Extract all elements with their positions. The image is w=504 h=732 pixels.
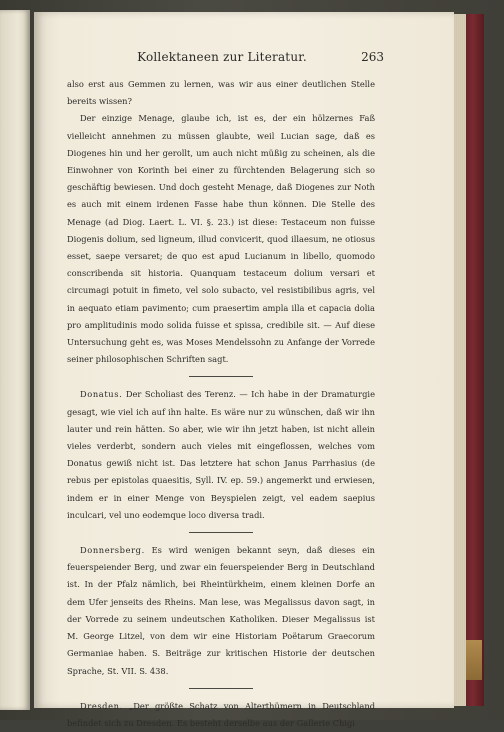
running-header [68, 50, 384, 70]
page-number: 263 [361, 50, 384, 64]
entry-donnersberg [67, 542, 375, 680]
section-divider [189, 688, 253, 689]
paragraph [67, 76, 375, 110]
entry-text: Es wird wenigen bekannt seyn, daß dieses ein feuerspeiender Berg, und zwar ein feuerspeiender Berg in Deutschland ist. In der Pfalz nämlich, bei Rheintürkheim, einem kleinen Dorfe an dem Ufer jenseits des Rheins. Man lese, was Megalissus davon sagt, in der Vorrede zu seinem undeutschen Katholiken. Dieser Megalissus ist M. George Litzel, von dem wir eine Historiam Poëtarum Graecorum Germaniae haben. S. Beiträge zur kritischen Historie der deutschen Sprache, St. VII. S. 438. [67, 545, 375, 676]
entry-text: Der Scholiast des Terenz. — Ich habe in der Dramaturgie gesagt, wie viel ich auf ihn halte. Es wäre nur zu wünschen, daß wir ihn lauter und rein hätten. So aber, wie wir ihn jetzt haben, ist nicht allein vieles verderbt, sondern auch vieles mit eingeflossen, welches vom Donatus gewiß nicht ist. Das letztere hat schon Janus Parrhasius (de rebus per epistolas quaesitis, Syll. IV. ep. 59.) angemerkt und erwiesen, indem er in einer Menge von Beyspielen zeigt, vel eadem saepius inculcari, vel uno eodemque loco diversa tradi. [67, 389, 375, 520]
entry-lemma: Dresden. [80, 700, 123, 711]
entry-lemma: Donnersberg. [80, 545, 145, 556]
paragraph-text: Der einzige Menage, glaube ich, ist es, der ein hölzernes Faß vielleicht annehmen zu müssen glaubte, weil Lucian sage, daß es Diogenes hin und her gerollt, um auch nicht müßig zu scheinen, als die Einwohner von Korinth bei einer zu fürchtenden Belagerung sich so geschäftig bewiesen. Und doch gesteht Menage, daß Diogenes zur Noth es auch mit einem irdenen Fasse habe thun können. Die Stelle des Menage (ad Diog. Laert. L. VI. §. 23.) ist diese: Testaceum non fuisse Diogenis dolium, sed ligneum, illud convicerit, quod illaesum, ne otiosus esset, saepe versaret; de quo est apud Lucianum in libello, quomodo conscribenda sit historia. Quanquam testaceum dolium versari et circumagi potuit in fimeto, vel solo subacto, vel resistibilibus agris, vel in aequato etiam pavimento; cum praesertim ampla illa et capacia dolia pro amplitudinis modo solida fuisse et spissa, credibile sit. — Auf diese Untersuchung geht es, was Moses Mendelssohn zu Anfange der Vorrede seiner philosophischen Schriften sagt. [67, 113, 375, 365]
ribbon-tip [464, 640, 482, 680]
entry-lemma: Donatus. [80, 389, 123, 400]
page-stack-edge [454, 14, 466, 706]
paragraph [67, 110, 375, 368]
section-divider [189, 532, 253, 533]
entry-dresden [67, 698, 375, 732]
section-divider [189, 376, 253, 377]
entry-donatus [67, 386, 375, 524]
running-title: Kollektaneen zur Literatur. [137, 50, 307, 64]
main-text [67, 76, 375, 732]
paragraph-text: also erst aus Gemmen zu lernen, was wir aus einer deutlichen Stelle bereits wissen? [67, 79, 375, 107]
left-page-edge [0, 10, 30, 710]
entry-text: „Der größte Schatz von Alterthümern in Deutschland befindet sich zu Dresden. Es besteht derselbe aus der Gallerie Chigi [67, 700, 376, 728]
